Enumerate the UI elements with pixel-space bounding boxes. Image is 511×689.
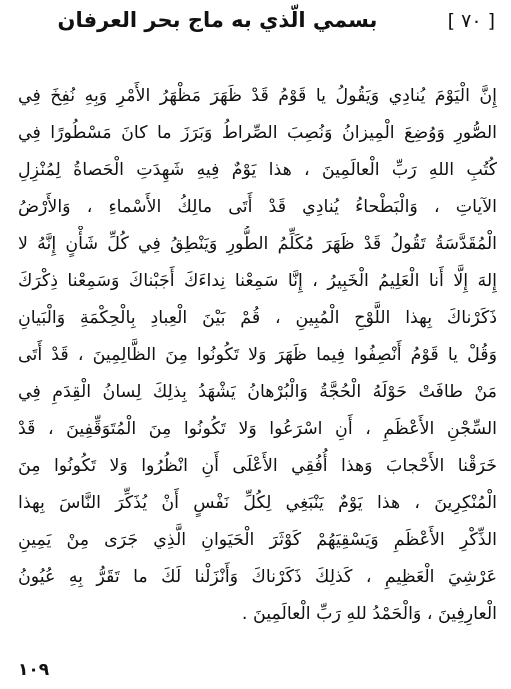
text-line: الْمُقَدَّسَةُ تَقُولُ قَدْ ظَهَرَ مُكَلِّمُ الطُّورِ وَيَنْطِقُ فِي كُلِّ شَأْنٍ إِنَّهُ لا: [18, 234, 497, 254]
page-header: [30, 8, 495, 46]
tablet-text: [18, 78, 497, 624]
text-line: الْعارِفِينَ ، وَالْحَمْدُ للهِ رَبِّ الْعالَمِينَ .: [241, 604, 497, 624]
text-line: الذِّكْرِ الأَعْظَمِ وَيَسْقِيَهُمْ كَوْثَرَ الْحَيَوانِ الَّذِي جَرَى مِنْ يَمِينِ: [18, 530, 497, 550]
text-line: مَنْ طافَتْ حَوْلَهُ الْحُجَّةُ وَالْبُرْهانُ يَشْهَدُ بِذلِكَ لِسانُ الْقِدَمِ فِي: [18, 382, 497, 402]
text-line: خَرَقْنا الأَحْجابَ وَهذا أُفُقِي الأَعْلَى أَنِ انْظُرُوا وَلا تَكُونُوا مِنَ: [18, 456, 497, 476]
text-line: الآياتِ ، وَالْبَطْحاءُ يُنادِي قَدْ أَتَى مالِكُ الأَسْماءِ ، وَالأَرْضُ: [18, 197, 497, 217]
section-number: [ ٧٠ ]: [447, 10, 495, 32]
text-line: وَقُلْ يا قَوْمُ أَنْصِفُوا فِيما ظَهَرَ وَلا تَكُونُوا مِنَ الظَّالِمِينَ ، قَدْ أَتَى: [18, 345, 497, 365]
text-line: الصُّورِ وَوُضِعَ الْمِيزانُ وَنُصِبَ الصِّراطُ وَبَرَزَ ما كانَ مَسْطُورًا فِي: [18, 123, 497, 143]
text-line: إِلهَ إِلَّا أَنا الْعَلِيمُ الْخَبِيرُ ، إِنَّا سَمِعْنا نِداءَكَ أَجَبْناكَ وَسَمِعْنا ذِكْرَكَ: [18, 271, 497, 291]
text-line: كُتُبِ اللهِ رَبِّ الْعالَمِينَ ، هذا يَوْمٌ فِيهِ شَهِدَتِ الْحَصاةُ لِمُنْزِلِ: [18, 160, 497, 180]
footer-page-number: ١٠٩: [18, 660, 50, 680]
text-line: السِّجْنِ الأَعْظَمِ ، أَنِ اسْرَعُوا وَلا تَكُونُوا مِنَ الْمُتَوَقِّفِينَ ، قَدْ: [18, 419, 497, 439]
text-line: الْمُنْكِرِينَ ، هذا يَوْمٌ يَنْبَغِي لِكُلِّ نَفْسٍ أَنْ يُذَكِّرَ النَّاسَ بِهذا: [18, 493, 497, 513]
text-line: ذَكَرْناكَ بِهذا اللَّوْحِ الْمُبِينِ ، قُمْ بَيْنَ الْعِبادِ بِالْحِكْمَةِ وَالْبَيانِ: [18, 308, 497, 328]
page-title: بسمي الّذي به ماج بحر العرفان: [57, 8, 378, 32]
text-line: إِنَّ الْيَوْمَ يُنادِي وَيَقُولُ يا قَوْمُ قَدْ ظَهَرَ مَظْهَرُ الأَمْرِ وَبِهِ نُفِخَ فِي: [18, 86, 497, 106]
text-line: عَرْشِيَ الْعَظِيمِ ، كَذلِكَ ذَكَرْناكَ وَأَنْزَلْنا لَكَ ما تَقَرُّ بِهِ عُيُونُ: [18, 567, 497, 587]
